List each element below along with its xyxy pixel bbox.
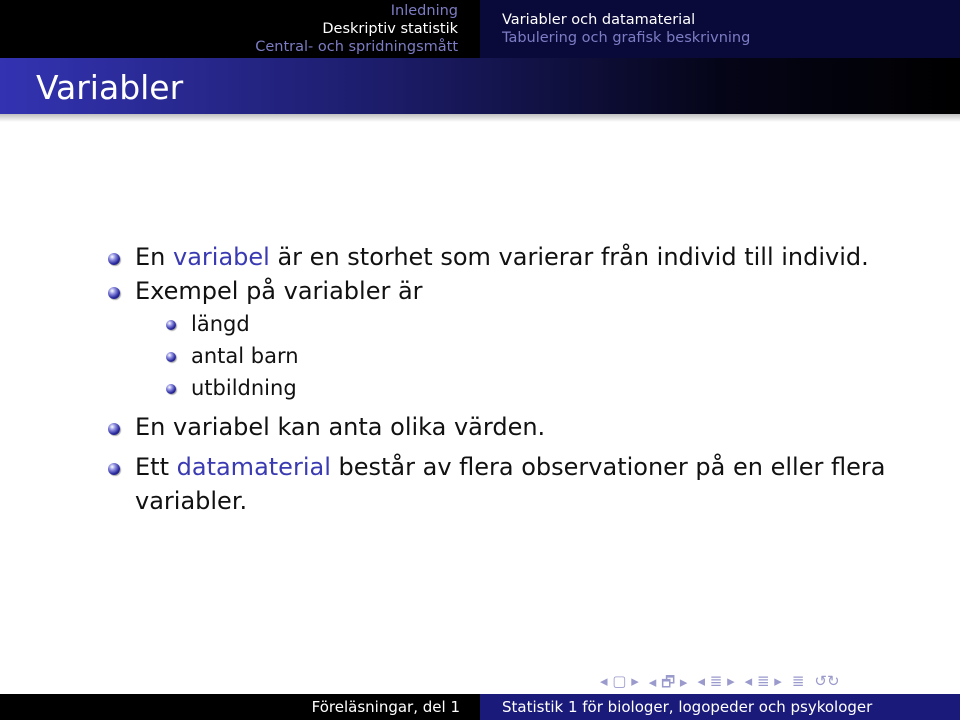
term-variabel: variabel bbox=[173, 243, 270, 271]
nav-section-deskriptiv-statistik[interactable]: Deskriptiv statistik bbox=[322, 21, 458, 37]
item-text-pre: Ett bbox=[135, 453, 177, 481]
frame-title: Variabler bbox=[36, 68, 184, 107]
sub-bullet-icon bbox=[166, 320, 176, 330]
item-text-post: är en storhet som varierar från individ till individ. bbox=[269, 243, 869, 271]
nav-slide-icon[interactable]: ◂ 🗗 ▸ bbox=[648, 673, 688, 691]
title-shadow bbox=[0, 114, 960, 122]
item-text: En variabel kan anta olika värden. bbox=[135, 413, 546, 441]
headline bbox=[0, 0, 960, 58]
bullet-item-varden bbox=[105, 410, 905, 444]
sub-bullet-icon bbox=[166, 384, 176, 394]
nav-section-inledning[interactable]: Inledning bbox=[390, 3, 458, 19]
footline bbox=[0, 694, 960, 720]
item-text-post: består av flera observationer på en eller flera variabler. bbox=[135, 453, 886, 515]
bullet-icon bbox=[108, 463, 120, 475]
nav-subsection-tabulering[interactable]: Tabulering och grafisk beskrivning bbox=[502, 30, 751, 46]
sub-bullet-icon bbox=[166, 352, 176, 362]
bullet-item-exempel bbox=[105, 274, 905, 308]
bullet-item-datamaterial bbox=[105, 450, 905, 518]
sub-item-text: utbildning bbox=[191, 376, 297, 400]
nav-frame-icon[interactable]: ◂ ▢ ▸ bbox=[600, 672, 639, 690]
sub-item-antal-barn bbox=[105, 340, 905, 372]
nav-subsection-variabler[interactable]: Variabler och datamaterial bbox=[502, 12, 696, 28]
bullet-icon bbox=[108, 287, 120, 299]
nav-section-central-och-spridningsmatt[interactable]: Central- och spridningsmått bbox=[255, 39, 458, 55]
frame-title-bar bbox=[0, 58, 960, 114]
sub-item-text: längd bbox=[191, 312, 250, 336]
bullet-item-variabel bbox=[105, 240, 905, 274]
nav-subsection-icon[interactable]: ◂ ≣ ▸ bbox=[697, 672, 735, 690]
item-text-pre: En bbox=[135, 243, 174, 271]
nav-search-back-forward-icon[interactable]: ↺↻ bbox=[814, 672, 840, 690]
sub-item-utbildning bbox=[105, 372, 905, 404]
section-navigation bbox=[0, 0, 480, 58]
term-datamaterial: datamaterial bbox=[176, 453, 331, 481]
nav-section-icon[interactable]: ◂ ≣ ▸ bbox=[744, 672, 782, 690]
footer-right-text: Statistik 1 för biologer, logopeder och psykologer bbox=[480, 694, 960, 720]
sub-item-langd bbox=[105, 308, 905, 340]
item-text: Exempel på variabler är bbox=[135, 277, 423, 305]
bullet-icon bbox=[108, 423, 120, 435]
subsection-navigation bbox=[480, 0, 960, 58]
slide-content bbox=[105, 240, 905, 518]
footer-left-text: Föreläsningar, del 1 bbox=[0, 694, 480, 720]
nav-document-icon[interactable]: ≣ bbox=[791, 672, 805, 690]
sub-item-text: antal barn bbox=[191, 344, 299, 368]
bullet-icon bbox=[108, 253, 120, 265]
